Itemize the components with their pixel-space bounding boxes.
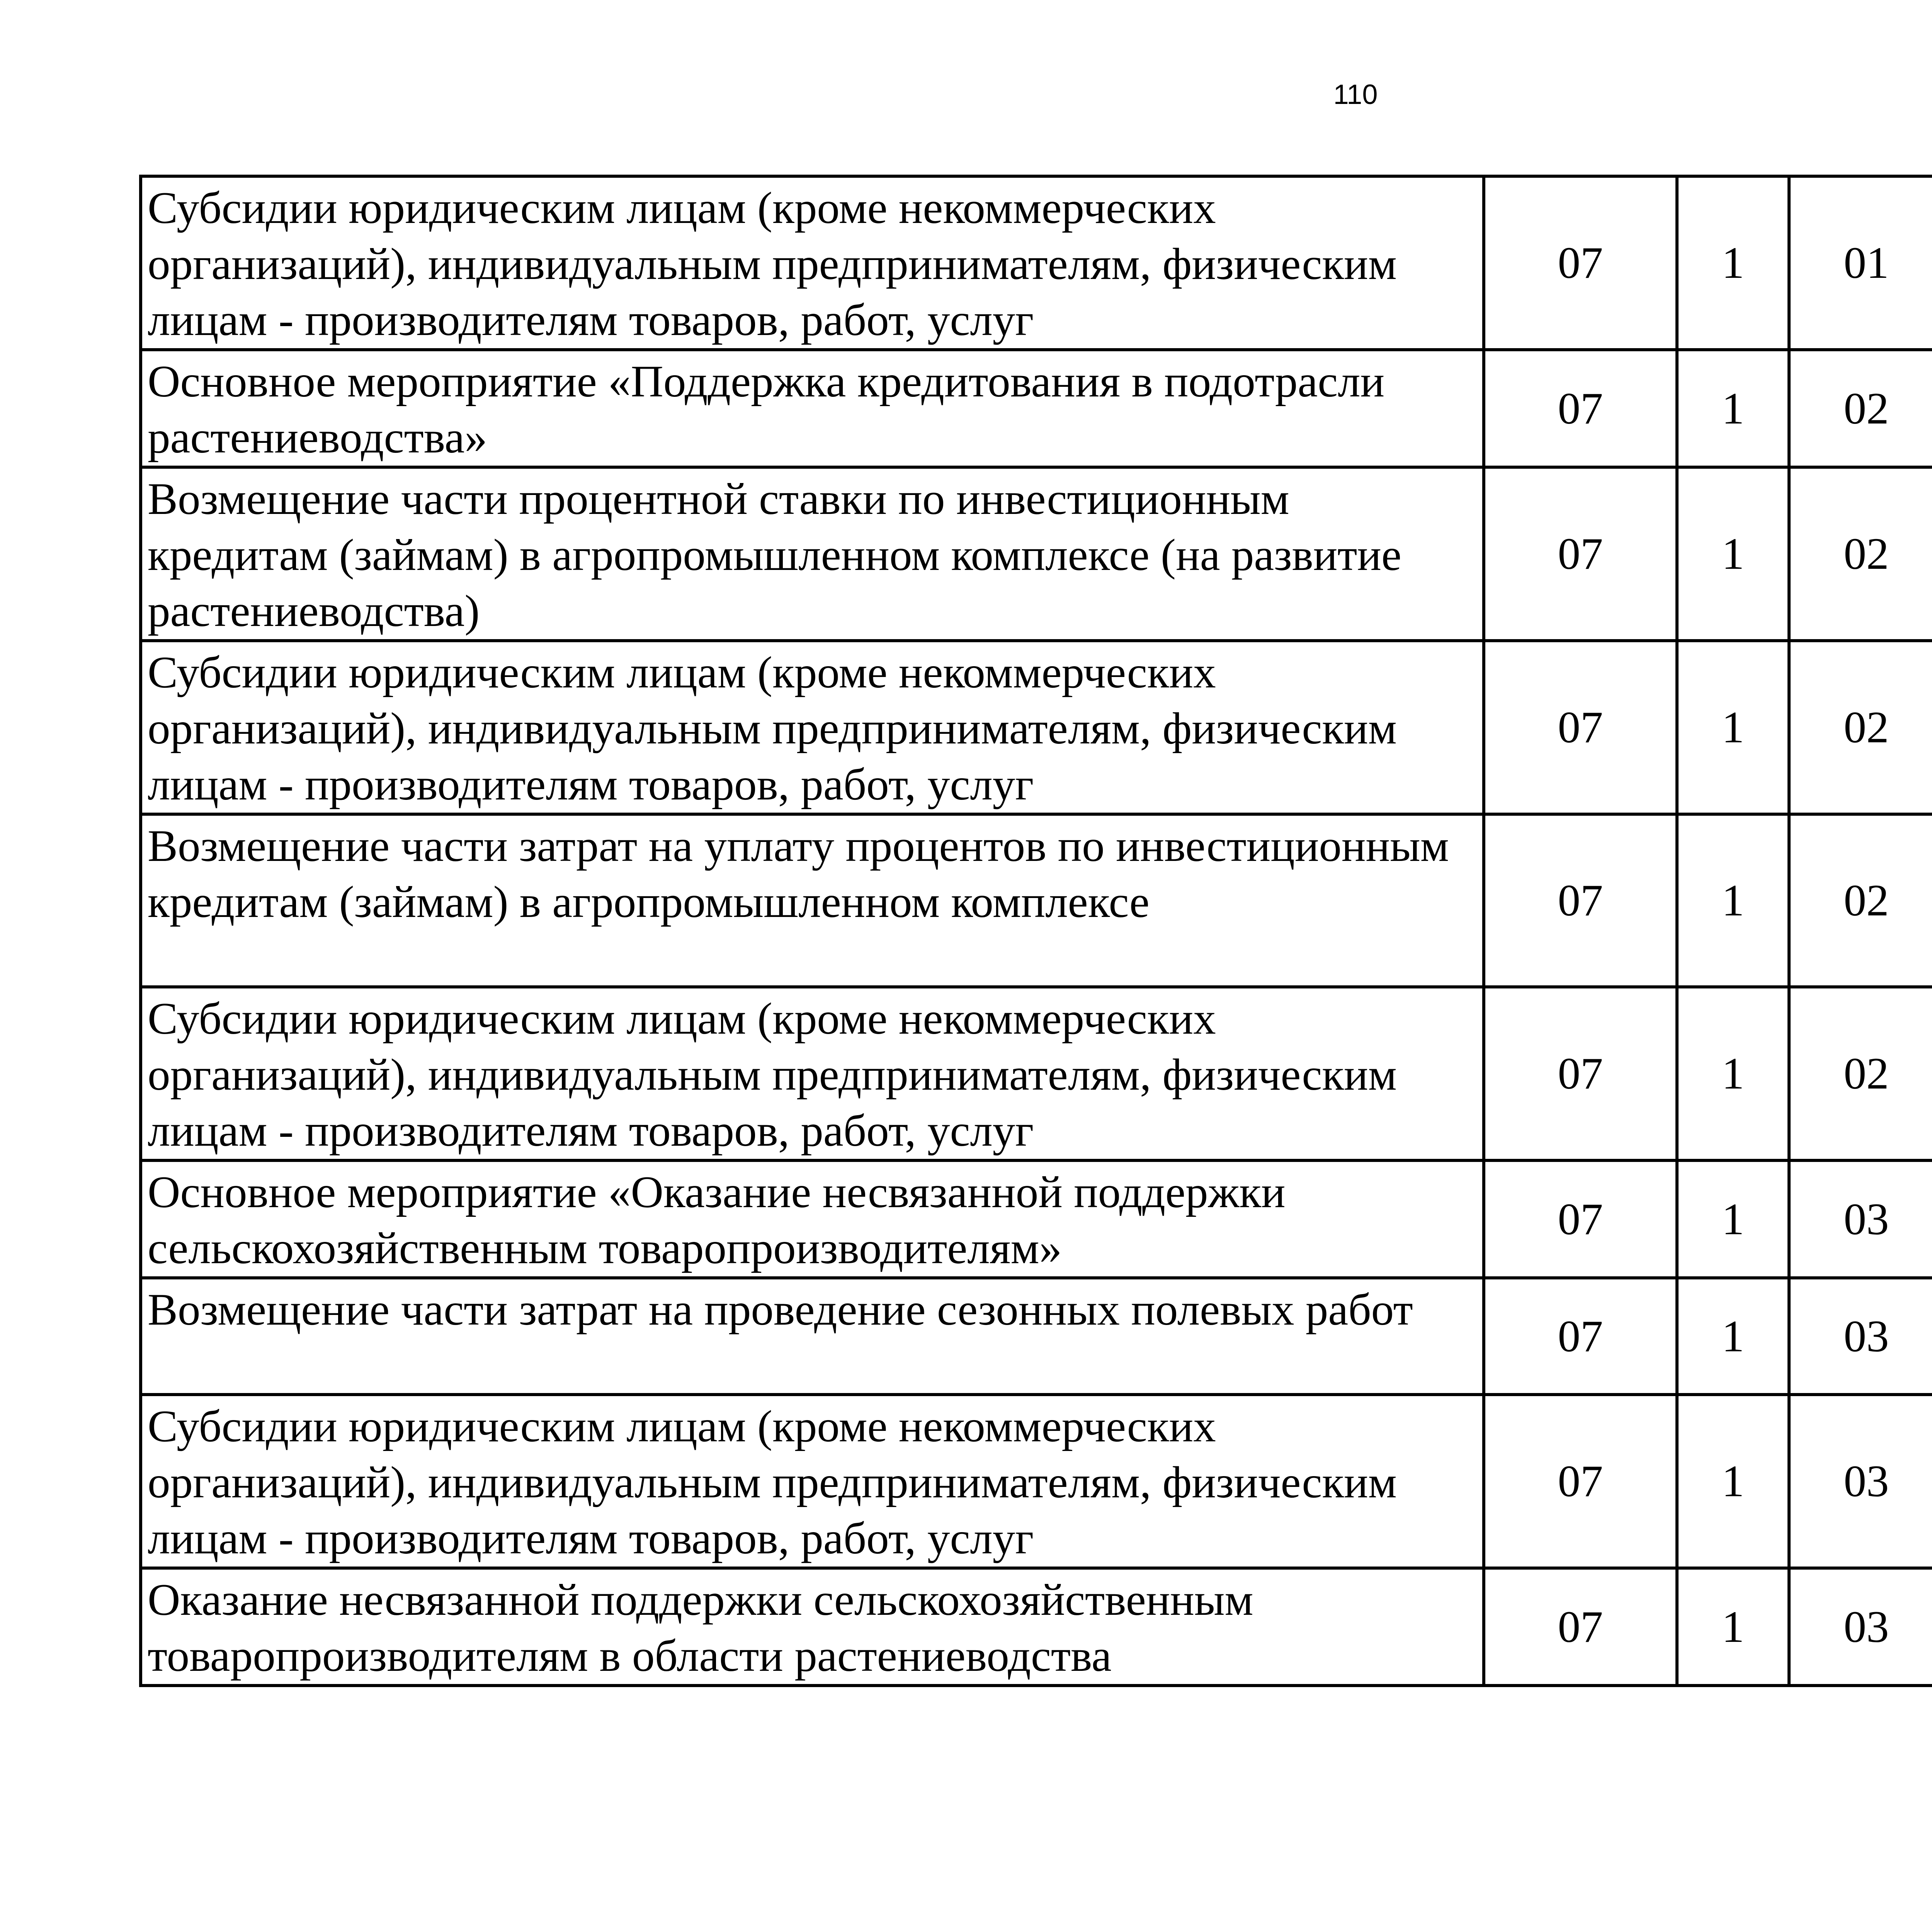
subprogram-code-cell: 1 bbox=[1677, 176, 1789, 350]
subprogram-code-cell: 1 bbox=[1677, 1568, 1789, 1686]
subprogram-code-cell: 1 bbox=[1677, 1278, 1789, 1395]
program-code-cell: 07 bbox=[1484, 1278, 1677, 1395]
row-name-cell: Оказание несвязанной поддержки сельскохозяйственным товаропроизводителям в области растениеводства bbox=[141, 1568, 1484, 1686]
row-name-cell: Субсидии юридическим лицам (кроме некоммерческих организаций), индивидуальным предпринимателям, физическим лицам - производителям товаров, работ, услуг bbox=[141, 176, 1484, 350]
event-code-cell: 02 bbox=[1789, 641, 1932, 814]
subprogram-code-cell: 1 bbox=[1677, 814, 1789, 987]
row-name-cell: Возмещение части процентной ставки по инвестиционным кредитам (займам) в агропромышленном комплексе (на развитие растениеводства) bbox=[141, 467, 1484, 641]
table-row bbox=[141, 176, 1932, 350]
program-code-cell: 07 bbox=[1484, 176, 1677, 350]
page-number: 110 bbox=[1333, 79, 1378, 110]
row-name-cell: Основное мероприятие «Оказание несвязанной поддержки сельскохозяйственным товаропроизводителям» bbox=[141, 1160, 1484, 1278]
table-row bbox=[141, 467, 1932, 641]
table-body bbox=[141, 176, 1932, 1686]
program-code-cell: 07 bbox=[1484, 641, 1677, 814]
subprogram-code-cell: 1 bbox=[1677, 350, 1789, 467]
table-row bbox=[141, 1568, 1932, 1686]
subprogram-code-cell: 1 bbox=[1677, 1395, 1789, 1568]
row-name-cell: Основное мероприятие «Поддержка кредитования в подотрасли растениеводства» bbox=[141, 350, 1484, 467]
program-code-cell: 07 bbox=[1484, 1160, 1677, 1278]
table-row bbox=[141, 1278, 1932, 1395]
table-row bbox=[141, 1395, 1932, 1568]
table-row bbox=[141, 814, 1932, 987]
row-name-cell: Субсидии юридическим лицам (кроме некоммерческих организаций), индивидуальным предпринимателям, физическим лицам - производителям товаров, работ, услуг bbox=[141, 987, 1484, 1160]
subprogram-code-cell: 1 bbox=[1677, 1160, 1789, 1278]
row-name-cell: Субсидии юридическим лицам (кроме некоммерческих организаций), индивидуальным предпринимателям, физическим лицам - производителям товаров, работ, услуг bbox=[141, 1395, 1484, 1568]
event-code-cell: 02 bbox=[1789, 467, 1932, 641]
table-row bbox=[141, 1160, 1932, 1278]
event-code-cell: 02 bbox=[1789, 814, 1932, 987]
program-code-cell: 07 bbox=[1484, 467, 1677, 641]
budget-table bbox=[139, 175, 1932, 1687]
program-code-cell: 07 bbox=[1484, 1395, 1677, 1568]
event-code-cell: 02 bbox=[1789, 987, 1932, 1160]
event-code-cell: 03 bbox=[1789, 1278, 1932, 1395]
program-code-cell: 07 bbox=[1484, 1568, 1677, 1686]
row-name-cell: Возмещение части затрат на проведение сезонных полевых работ bbox=[141, 1278, 1484, 1395]
row-name-cell: Субсидии юридическим лицам (кроме некоммерческих организаций), индивидуальным предпринимателям, физическим лицам - производителям товаров, работ, услуг bbox=[141, 641, 1484, 814]
subprogram-code-cell: 1 bbox=[1677, 987, 1789, 1160]
subprogram-code-cell: 1 bbox=[1677, 641, 1789, 814]
event-code-cell: 02 bbox=[1789, 350, 1932, 467]
event-code-cell: 03 bbox=[1789, 1568, 1932, 1686]
program-code-cell: 07 bbox=[1484, 987, 1677, 1160]
event-code-cell: 01 bbox=[1789, 176, 1932, 350]
table-row bbox=[141, 350, 1932, 467]
program-code-cell: 07 bbox=[1484, 814, 1677, 987]
table-row bbox=[141, 987, 1932, 1160]
table-row bbox=[141, 641, 1932, 814]
row-name-cell: Возмещение части затрат на уплату процентов по инвестиционным кредитам (займам) в агропромышленном комплексе bbox=[141, 814, 1484, 987]
subprogram-code-cell: 1 bbox=[1677, 467, 1789, 641]
event-code-cell: 03 bbox=[1789, 1395, 1932, 1568]
event-code-cell: 03 bbox=[1789, 1160, 1932, 1278]
program-code-cell: 07 bbox=[1484, 350, 1677, 467]
